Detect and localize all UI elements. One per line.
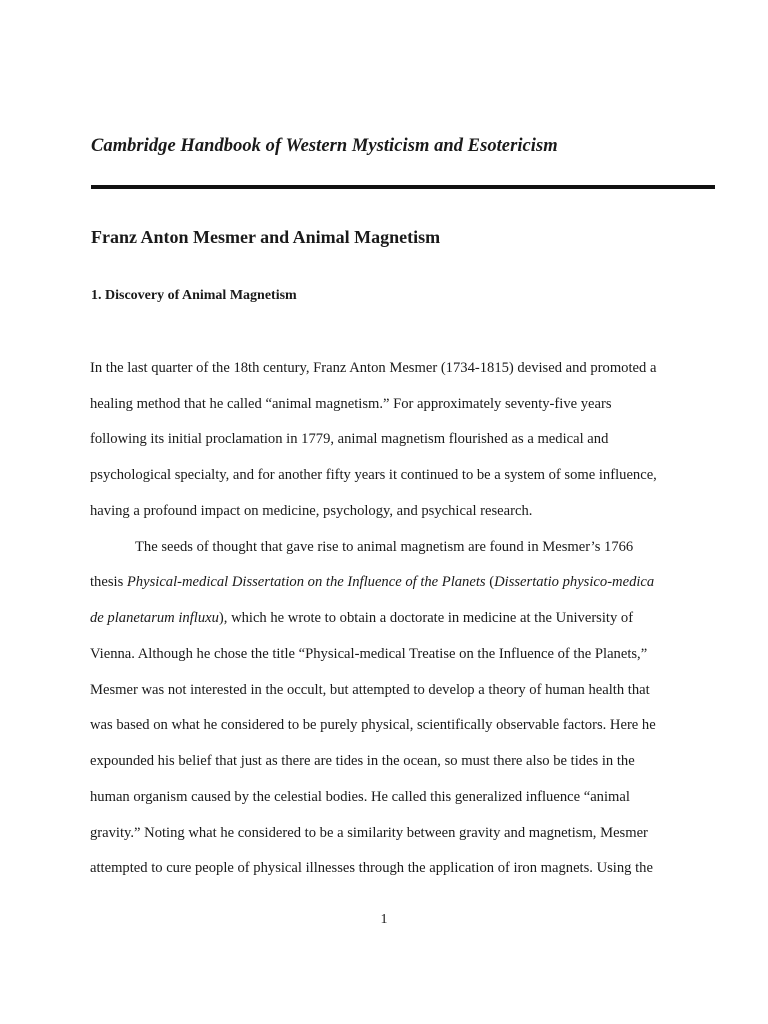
thesis-title-latin: Dissertatio physico-medica <box>494 574 655 590</box>
page-number: 1 <box>380 912 388 927</box>
paragraph-line <box>90 608 633 628</box>
header-rule <box>91 185 715 189</box>
paragraph-line: The seeds of thought that gave rise to animal magnetism are found in Mesmer’s 1766 <box>135 539 634 555</box>
book-title: Cambridge Handbook of Western Mysticism and Esotericism <box>91 136 558 156</box>
paragraph-line: human organism caused by the celestial bodies. He called this generalized influence “animal <box>90 789 630 805</box>
text-run: ( <box>485 574 495 590</box>
thesis-title-latin-cont: de planetarum influxu <box>90 610 219 626</box>
paragraph-line: psychological specialty, and for another fifty years it continued to be a system of some influence, <box>90 467 657 483</box>
paragraph-line: expounded his belief that just as there are tides in the ocean, so must there also be tides in the <box>90 753 635 769</box>
paragraph-line: was based on what he considered to be purely physical, scientifically observable factors. Here he <box>90 717 656 733</box>
paragraph-line: Mesmer was not interested in the occult, but attempted to develop a theory of human health that <box>90 682 650 698</box>
section-heading: 1. Discovery of Animal Magnetism <box>91 288 297 303</box>
paragraph-line: Vienna. Although he chose the title “Physical-medical Treatise on the Influence of the Planets,” <box>90 646 648 662</box>
text-run: ), which he wrote to obtain a doctorate in medicine at the University of <box>218 610 634 626</box>
paragraph-line: In the last quarter of the 18th century, Franz Anton Mesmer (1734-1815) devised and promoted a <box>90 360 657 376</box>
paragraph-line: attempted to cure people of physical illnesses through the application of iron magnets. Using the <box>90 860 653 876</box>
thesis-title-english: Physical-medical Dissertation on the Influence of the Planets <box>126 574 486 590</box>
paragraph-line: gravity.” Noting what he considered to be a similarity between gravity and magnetism, Mesmer <box>90 825 648 841</box>
paragraph-line: healing method that he called “animal magnetism.” For approximately seventy-five years <box>90 396 612 412</box>
paragraph-line: following its initial proclamation in 1779, animal magnetism flourished as a medical and <box>90 431 609 447</box>
chapter-title: Franz Anton Mesmer and Animal Magnetism <box>91 227 441 247</box>
paragraph-line <box>90 572 654 592</box>
text-run: thesis <box>90 574 127 590</box>
paragraph-line: having a profound impact on medicine, psychology, and psychical research. <box>90 503 533 519</box>
